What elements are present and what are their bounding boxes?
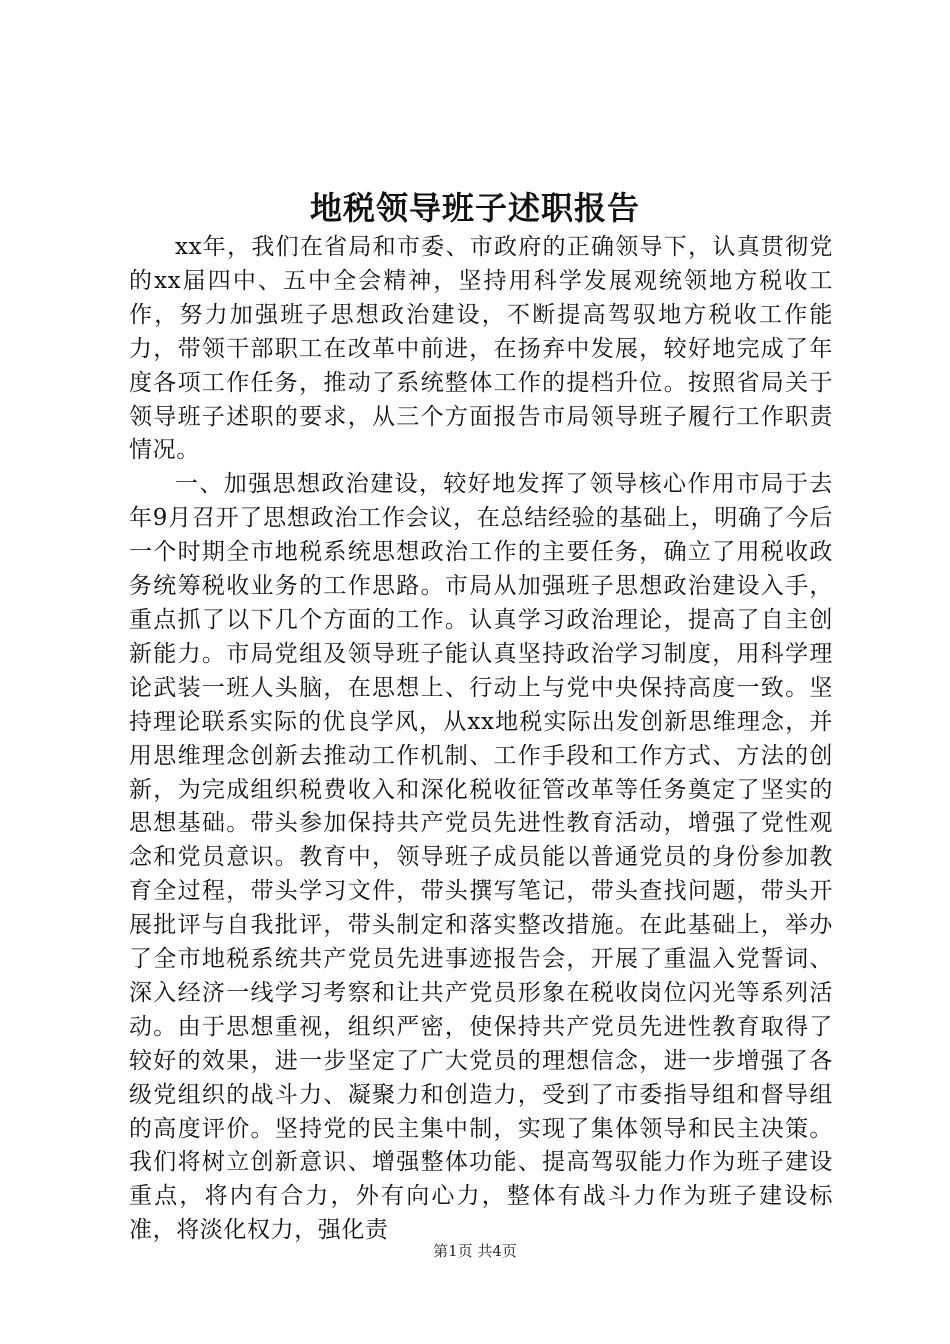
page-number-footer: 第1页 共4页 bbox=[433, 1242, 517, 1260]
paragraph-section-one: 一、加强思想政治建设，较好地发挥了领导核心作用市局于去年9月召开了思想政治工作会议，在总结经验的基础上，明确了今后一个时期全市地税系统思想政治工作的主要任务，确立了用税收政务统筹税收业务的工作思路。市局从加强班子思想政治建设入手，重点抓了以下几个方面的工作。认真学习政治理论，提高了自主创新能力。市局党组及领导班子能认真坚持政治学习制度，用科学理论武装一班人头脑，在思想上、行动上与党中央保持高度一致。坚持理论联系实际的优良学风，从xx地税实际出发创新思维理念，并用思维理念创新去推动工作机制、工作手段和工作方式、方法的创新，为完成组织税费收入和深化税收征管改革等任务奠定了坚实的思想基础。带头参加保持共产党员先进性教育活动，增强了党性观念和党员意识。教育中，领导班子成员能以普通党员的身份参加教育全过程，带头学习文件，带头撰写笔记，带头查找问题，带头开展批评与自我批评，带头制定和落实整改措施。在此基础上，举办了全市地税系统共产党员先进事迹报告会，开展了重温入党誓词、深入经济一线学习考察和让共产党员形象在税收岗位闪光等系列活动。由于思想重视，组织严密，使保持共产党员先进性教育取得了较好的效果，进一步坚定了广大党员的理想信念，进一步增强了各级党组织的战斗力、凝聚力和创造力，受到了市委指导组和督导组的高度评价。坚持党的民主集中制，实现了集体领导和民主决策。我们将树立创新意识、增强整体功能、提高驾驭能力作为班子建设重点，将内有合力，外有向心力，整体有战斗力作为班子建设标准，将淡化权力，强化责 bbox=[129, 471, 833, 1244]
document-body bbox=[129, 231, 833, 1248]
document-title: 地税领导班子述职报告 bbox=[309, 189, 640, 227]
paragraph-intro: xx年，我们在省局和市委、市政府的正确领导下，认真贯彻党的xx届四中、五中全会精神，坚持用科学发展观统领地方税收工作，努力加强班子思想政治建设，不断提高驾驭地方税收工作能力，带领干部职工在改革中前进，在扬弃中发展，较好地完成了年度各项工作任务，推动了系统整体工作的提档升位。按照省局关于领导班子述职的要求，从三个方面报告市局领导班子履行工作职责情况。 bbox=[129, 234, 833, 464]
